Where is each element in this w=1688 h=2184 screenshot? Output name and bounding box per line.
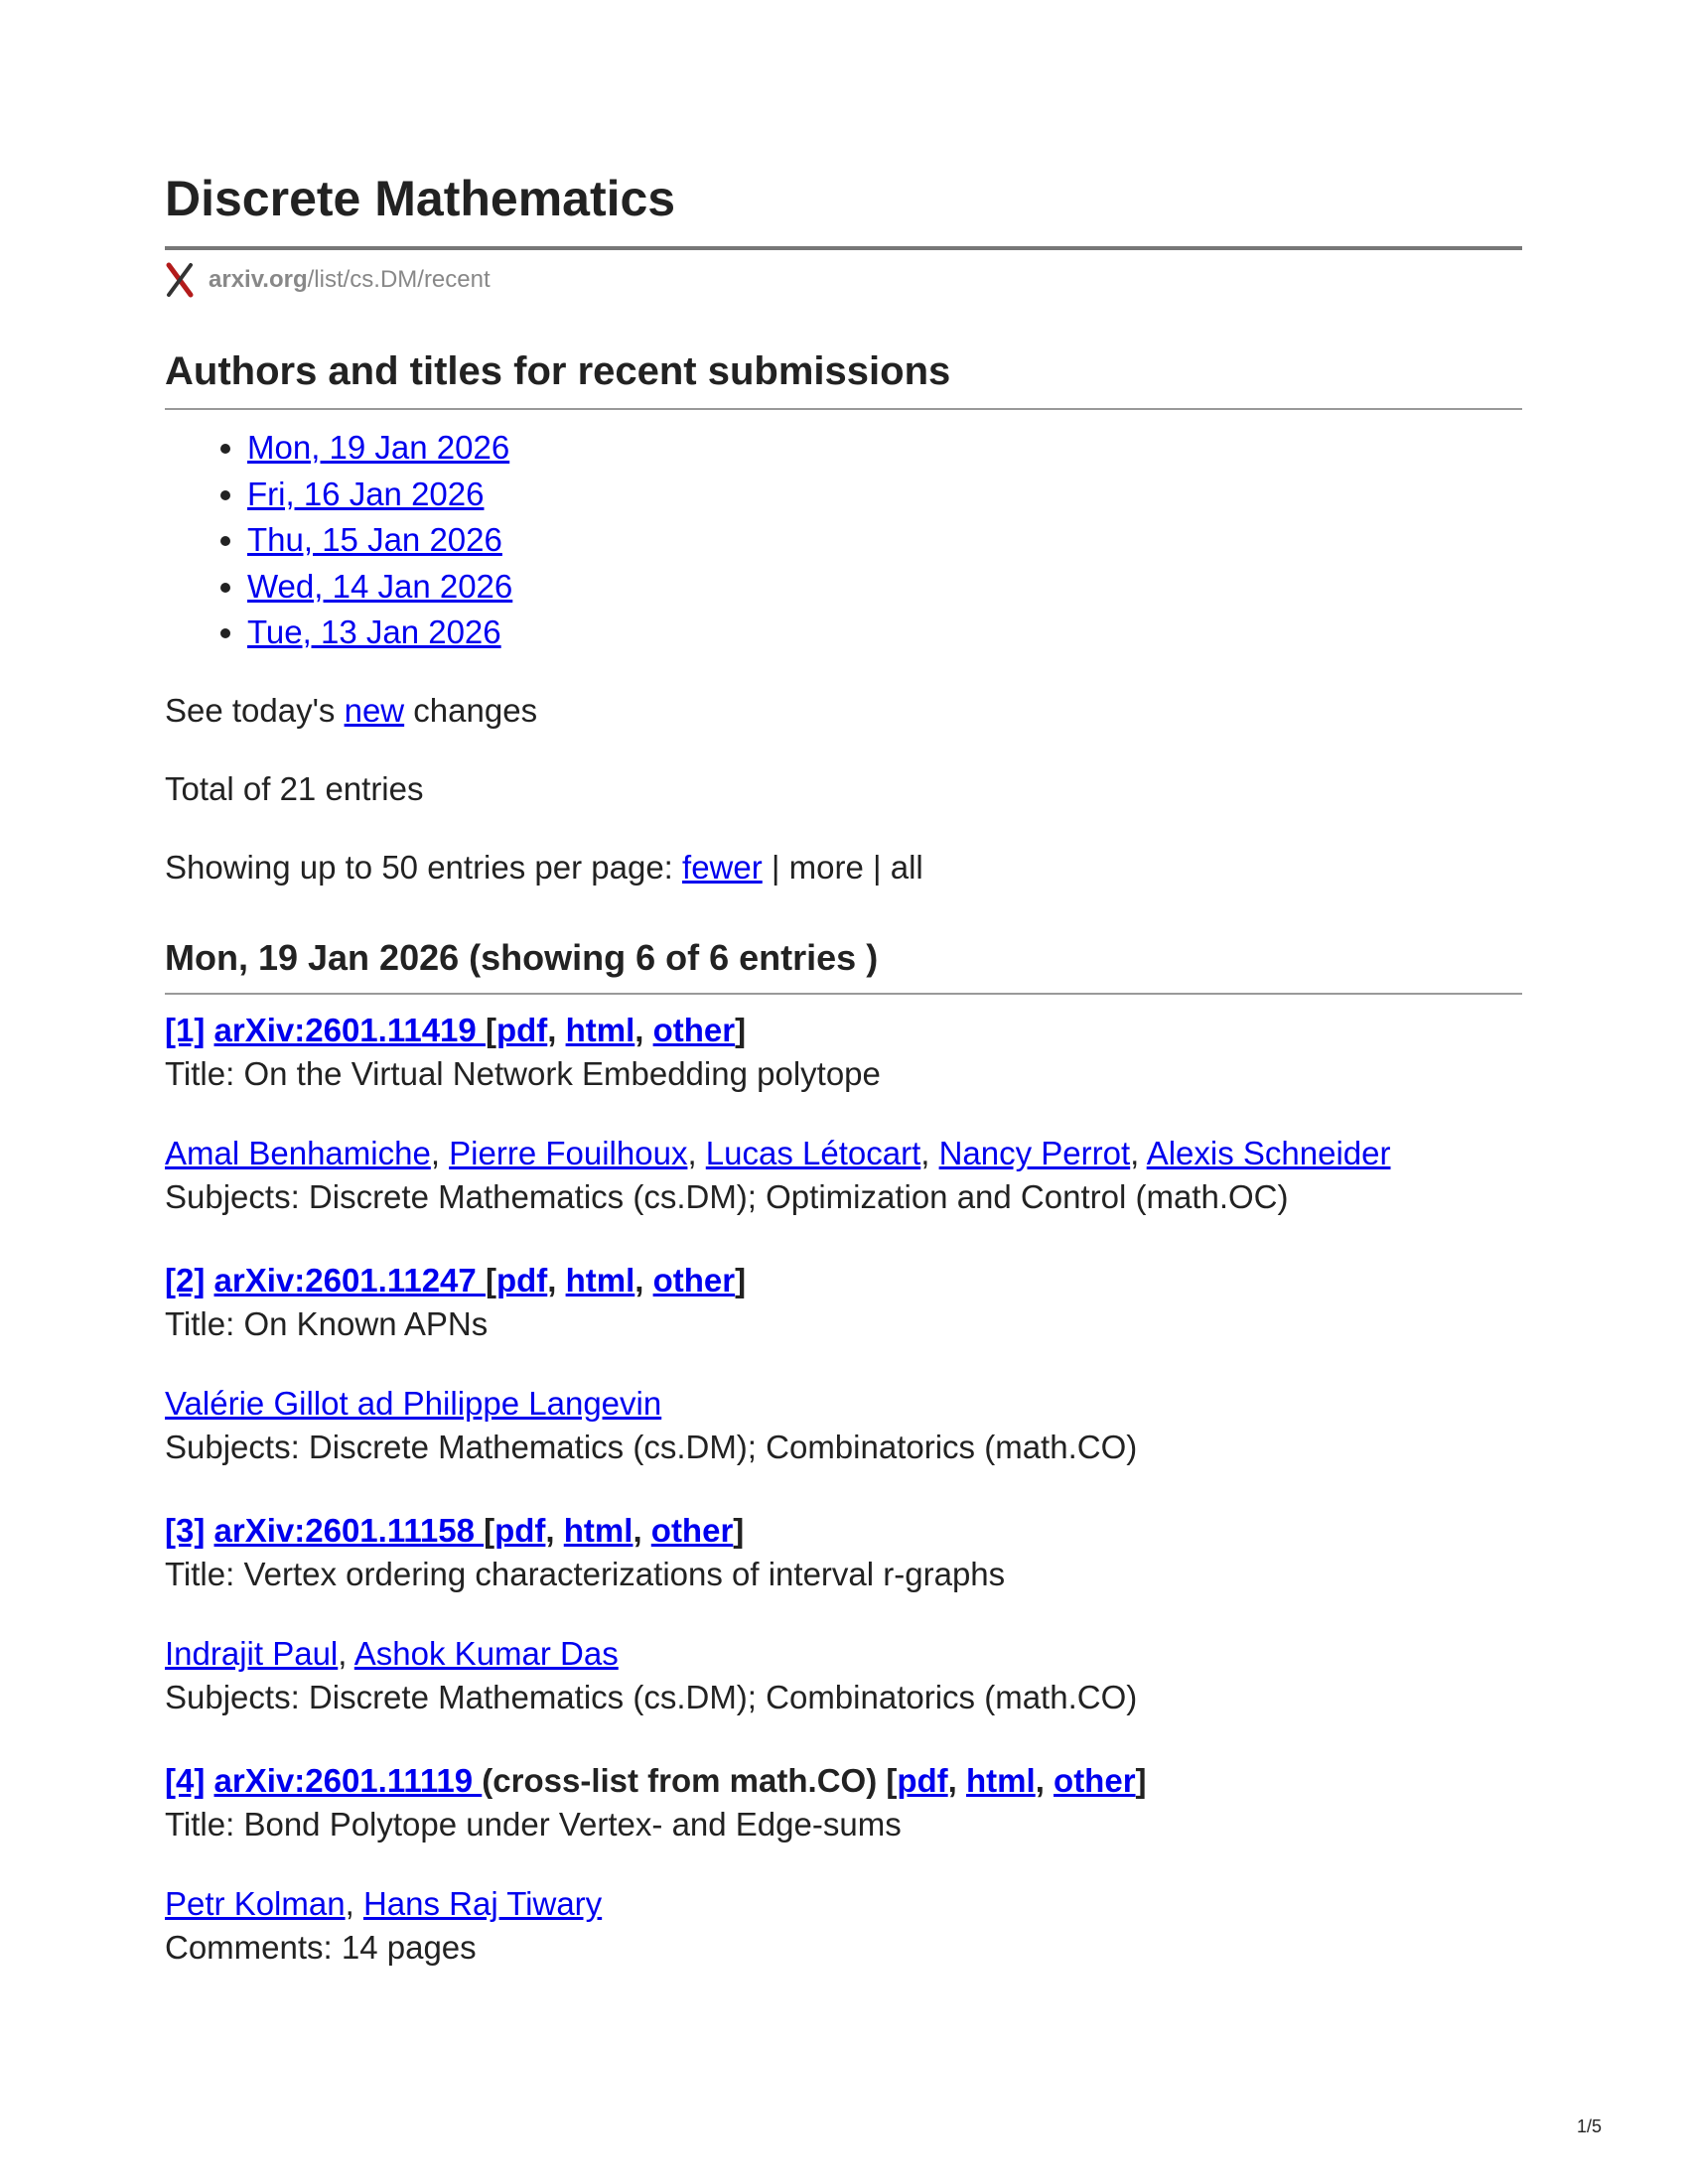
- entry-title: Title: Vertex ordering characterizations of interval r-graphs: [165, 1556, 1006, 1592]
- arxiv-logo-icon: [165, 262, 195, 298]
- entry-index-link[interactable]: [4]: [165, 1762, 206, 1799]
- list-item: [165, 1009, 1522, 1219]
- pdf-link[interactable]: pdf: [495, 1012, 548, 1048]
- author-link[interactable]: Valérie Gillot ad Philippe Langevin: [165, 1385, 662, 1422]
- arxiv-id-link[interactable]: arXiv:2601.11119: [213, 1762, 483, 1799]
- date-link[interactable]: Wed, 14 Jan 2026: [247, 567, 513, 605]
- entries-per-page-line: [165, 848, 923, 887]
- pdf-link[interactable]: pdf: [494, 1512, 546, 1549]
- fewer-link[interactable]: fewer: [682, 849, 763, 886]
- today-prefix: See today's: [165, 692, 345, 729]
- date-link[interactable]: Tue, 13 Jan 2026: [247, 614, 501, 650]
- entry-authors: Indrajit Paul, Ashok Kumar Das: [165, 1635, 619, 1672]
- arxiv-id-link[interactable]: arXiv:2601.11247: [213, 1262, 486, 1298]
- page-number: 1/5: [1576, 2116, 1602, 2136]
- entry-index-link[interactable]: [3]: [165, 1512, 206, 1549]
- list-item: [247, 610, 512, 656]
- other-link[interactable]: other: [1054, 1762, 1136, 1799]
- list-item: [247, 425, 512, 472]
- entry-authors: [165, 1382, 1522, 1426]
- list-item: [247, 517, 512, 564]
- date-link[interactable]: Thu, 15 Jan 2026: [247, 521, 502, 558]
- author-link[interactable]: Lucas Létocart: [705, 1135, 921, 1171]
- section-divider: [165, 408, 1522, 410]
- author-link[interactable]: Nancy Perrot: [938, 1135, 1131, 1171]
- source-path: /list/cs.DM/recent: [307, 266, 491, 293]
- date-link[interactable]: Mon, 19 Jan 2026: [247, 429, 510, 466]
- entry-comments: Comments: 14 pages: [165, 1929, 477, 1966]
- source-domain: arxiv.org: [209, 266, 308, 293]
- other-link[interactable]: other: [652, 1262, 736, 1298]
- entry-subjects: Subjects: Discrete Mathematics (cs.DM); Combinatorics (math.CO): [165, 1679, 1138, 1715]
- showing-rest: | more | all: [762, 849, 923, 886]
- title-divider: [165, 246, 1522, 250]
- html-link[interactable]: html: [966, 1762, 1036, 1799]
- source-line: [165, 262, 491, 298]
- entry-subjects: Subjects: Discrete Mathematics (cs.DM); Optimization and Control (math.OC): [165, 1178, 1289, 1215]
- list-item: [165, 1259, 1522, 1469]
- html-link[interactable]: html: [565, 1012, 635, 1048]
- author-link[interactable]: Amal Benhamiche: [165, 1135, 431, 1171]
- list-item: [165, 1759, 1522, 1970]
- other-link[interactable]: other: [650, 1512, 734, 1549]
- date-list: [165, 425, 512, 656]
- list-item: [247, 564, 512, 611]
- author-link[interactable]: Pierre Fouilhoux: [449, 1135, 688, 1171]
- pdf-link[interactable]: pdf: [897, 1762, 948, 1799]
- entry-title: Title: On the Virtual Network Embedding polytope: [165, 1055, 881, 1092]
- entry-header: [3] arXiv:2601.11158 [pdf, html, other]: [165, 1512, 745, 1549]
- today-changes-line: [165, 691, 537, 731]
- other-link[interactable]: other: [652, 1012, 736, 1048]
- author-link[interactable]: Alexis Schneider: [1146, 1135, 1391, 1171]
- day-heading: Mon, 19 Jan 2026 (showing 6 of 6 entries ): [165, 937, 879, 978]
- new-link[interactable]: new: [344, 692, 405, 729]
- html-link[interactable]: html: [565, 1262, 635, 1298]
- entry-index-link[interactable]: [1]: [165, 1012, 206, 1048]
- html-link[interactable]: html: [563, 1512, 633, 1549]
- author-link[interactable]: Hans Raj Tiwary: [362, 1885, 603, 1922]
- pdf-link[interactable]: pdf: [495, 1262, 548, 1298]
- date-link[interactable]: Fri, 16 Jan 2026: [247, 475, 485, 512]
- entry-subjects: Subjects: Discrete Mathematics (cs.DM); Combinatorics (math.CO): [165, 1429, 1138, 1465]
- entry-header: [1] arXiv:2601.11419 [pdf, html, other]: [165, 1012, 747, 1048]
- day-divider: [165, 993, 1522, 995]
- author-link[interactable]: Ashok Kumar Das: [353, 1635, 619, 1672]
- list-item: [247, 472, 512, 518]
- crosslist-note: (cross-list from math.CO): [482, 1762, 887, 1799]
- author-link[interactable]: Indrajit Paul: [165, 1635, 339, 1672]
- arxiv-id-link[interactable]: arXiv:2601.11419: [213, 1012, 486, 1048]
- entry-title: Title: On Known APNs: [165, 1305, 489, 1342]
- showing-prefix: Showing up to 50 entries per page:: [165, 849, 683, 886]
- entry-header: [4] arXiv:2601.11119 (cross-list from math.CO) [pdf, html, other]: [165, 1762, 1147, 1799]
- entry-authors: Amal Benhamiche, Pierre Fouilhoux, Lucas Létocart, Nancy Perrot, Alexis Schneider: [165, 1135, 1391, 1171]
- entry-header: [2] arXiv:2601.11247 [pdf, html, other]: [165, 1262, 747, 1298]
- entry-authors: Petr Kolman, Hans Raj Tiwary: [165, 1885, 603, 1922]
- author-link[interactable]: Petr Kolman: [165, 1885, 346, 1922]
- entry-title: Title: Bond Polytope under Vertex- and Edge-sums: [165, 1806, 902, 1843]
- list-item: [165, 1509, 1522, 1719]
- today-suffix: changes: [404, 692, 538, 729]
- arxiv-id-link[interactable]: arXiv:2601.11158: [213, 1512, 485, 1549]
- entry-index-link[interactable]: [2]: [165, 1262, 206, 1298]
- page-title: Discrete Mathematics: [165, 171, 676, 226]
- total-entries: Total of 21 entries: [165, 770, 424, 807]
- section-title: Authors and titles for recent submissions: [165, 349, 951, 393]
